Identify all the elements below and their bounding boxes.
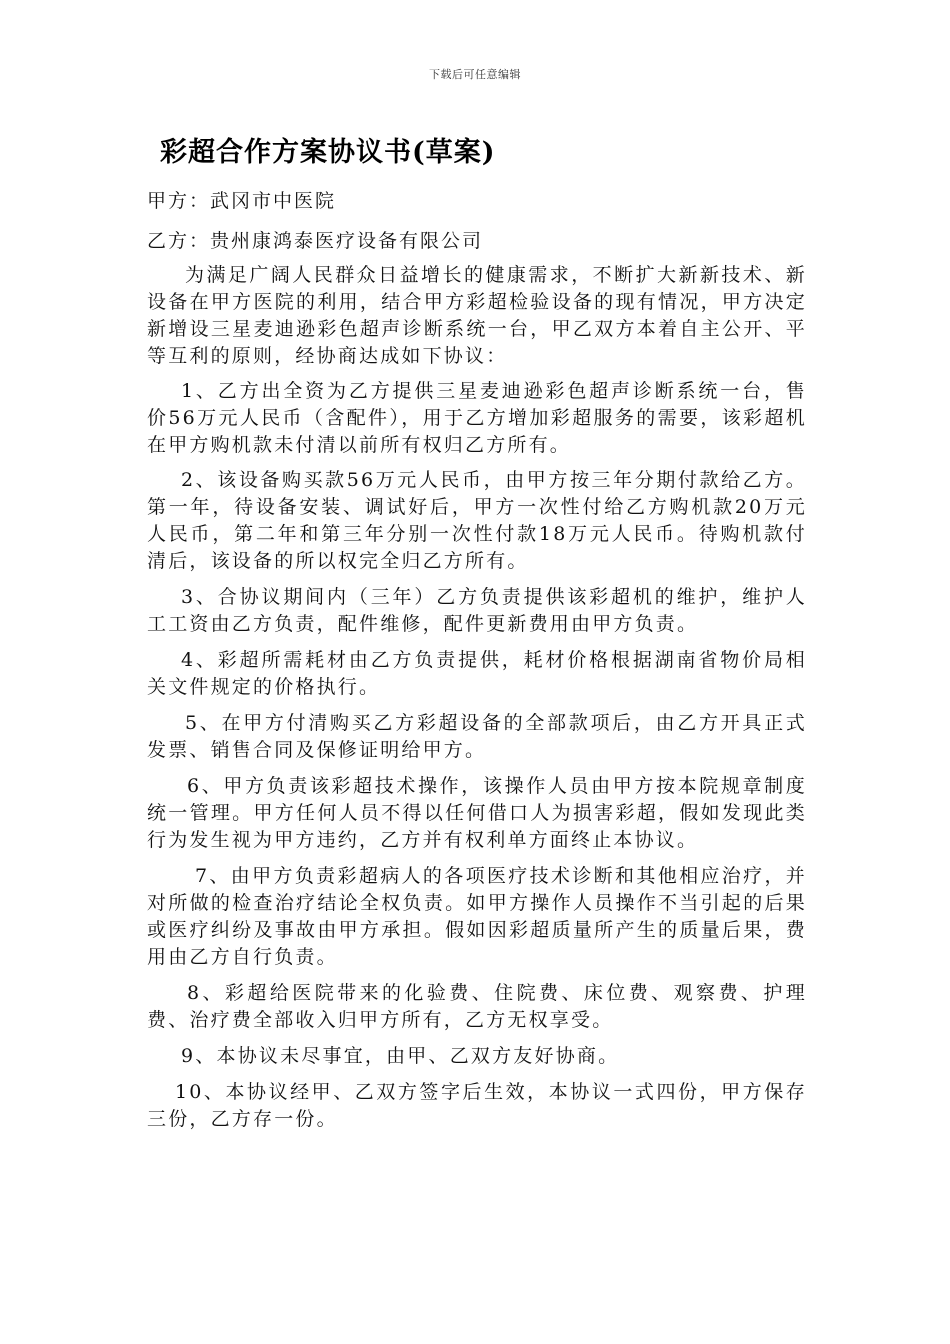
clause-2: 2、该设备购买款56万元人民币，由甲方按三年分期付款给乙方。第一年，待设备安装、调试好后，甲方一次性付给乙方购机款20万元人民币，第二年和第三年分别一次性付款18万元人民币。待购机款付清后，该设备的所以权完全归乙方所有。: [147, 469, 807, 572]
clause-10: 10、本协议经甲、乙双方签字后生效，本协议一式四份，甲方保存三份，乙方存一份。: [147, 1081, 807, 1130]
agreement-body: [147, 262, 807, 1133]
party-b: 乙方：贵州康鸿泰医疗设备有限公司: [147, 230, 484, 252]
clause-6: 6、甲方负责该彩超技术操作，该操作人员由甲方按本院规章制度统一管理。甲方任何人员不得以任何借口人为损害彩超，假如发现此类行为发生视为甲方违约，乙方并有权利单方面终止本协议。: [147, 775, 807, 851]
party-a: 甲方：武冈市中医院: [147, 190, 337, 212]
clause-3: 3、合协议期间内（三年）乙方负责提供该彩超机的维护，维护人工工资由乙方负责，配件维修，配件更新费用由甲方负责。: [147, 586, 807, 635]
clause-7: 7、由甲方负责彩超病人的各项医疗技术诊断和其他相应治疗，并对所做的检查治疗结论全权负责。如甲方操作人员操作不当引起的后果或医疗纠纷及事故由甲方承担。假如因彩超质量所产生的质量后果，费用由乙方自行负责。: [147, 865, 807, 968]
document-title: 彩超合作方案协议书(草案): [160, 137, 496, 168]
clause-8: 8、彩超给医院带来的化验费、住院费、床位费、观察费、护理费、治疗费全部收入归甲方所有，乙方无权享受。: [147, 982, 807, 1031]
intro-paragraph: 为满足广阔人民群众日益增长的健康需求，不断扩大新新技术、新设备在甲方医院的利用，结合甲方彩超检验设备的现有情况，甲方决定新增设三星麦迪逊彩色超声诊断系统一台，甲乙双方本着自主公开、平等互利的原则，经协商达成如下协议：: [147, 264, 807, 367]
clause-5: 5、在甲方付清购买乙方彩超设备的全部款项后，由乙方开具正式发票、销售合同及保修证明给甲方。: [147, 712, 807, 761]
clause-4: 4、彩超所需耗材由乙方负责提供，耗材价格根据湖南省物价局相关文件规定的价格执行。: [147, 649, 807, 698]
header-note: 下载后可任意编辑: [429, 68, 521, 81]
clause-9: 9、本协议未尽事宜，由甲、乙双方友好协商。: [181, 1045, 620, 1067]
clause-1: 1、乙方出全资为乙方提供三星麦迪逊彩色超声诊断系统一台，售价56万元人民币（含配件），用于乙方增加彩超服务的需要，该彩超机在甲方购机款未付清以前所有权归乙方所有。: [147, 380, 807, 456]
